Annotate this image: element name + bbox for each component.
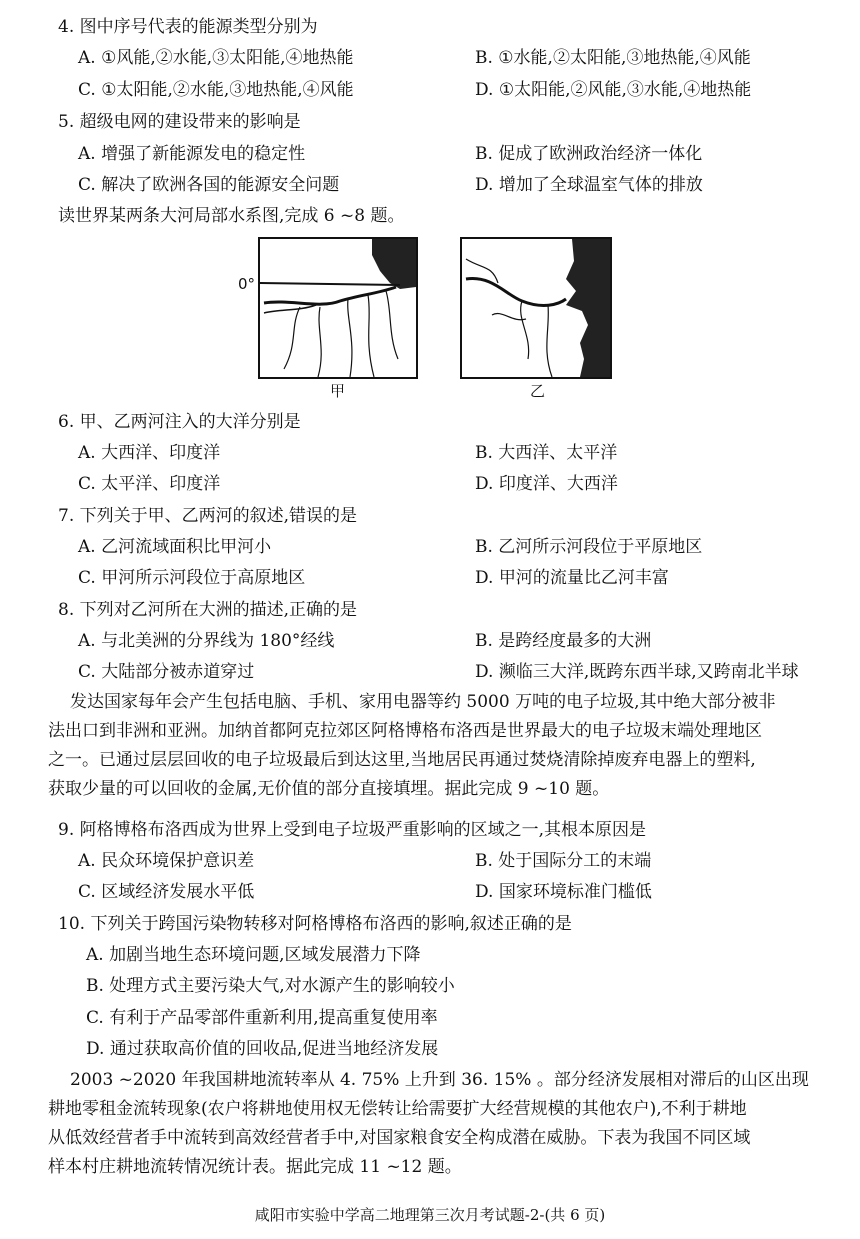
passage-9-10-line: 法出口到非洲和亚洲。加纳首都阿克拉郊区阿格博格布洛西是世界最大的电子垃圾末端处理地区 <box>48 721 762 741</box>
q5-option-d: D. 增加了全球温室气体的排放 <box>475 175 703 195</box>
passage-11-12 <box>48 1066 838 1182</box>
q4-stem: 4. 图中序号代表的能源类型分别为 <box>58 17 318 37</box>
q10-option-a: A. 加剧当地生态环境问题,区域发展潜力下降 <box>86 945 421 965</box>
q7-option-a: A. 乙河流域面积比甲河小 <box>78 537 272 557</box>
passage-9-10-line: 获取少量的可以回收的金属,无价值的部分直接填埋。据此完成 9 ~10 题。 <box>48 779 610 799</box>
q10-stem: 10. 下列关于跨国污染物转移对阿格博格布洛西的影响,叙述正确的是 <box>58 914 572 934</box>
q6-option-a: A. 大西洋、印度洋 <box>78 443 221 463</box>
latitude-label: 0° <box>238 275 256 293</box>
q9-option-b: B. 处于国际分工的末端 <box>475 851 652 871</box>
q7-option-c: C. 甲河所示河段位于高原地区 <box>78 568 306 588</box>
intro-6-8: 读世界某两条大河局部水系图,完成 6 ~8 题。 <box>58 206 405 226</box>
river-map-yi-drawing <box>462 239 610 377</box>
passage-9-10-line: 之一。已通过层层回收的电子垃圾最后到达这里,当地居民再通过焚烧清除掉废弃电器上的塑料, <box>48 750 756 770</box>
q6-option-b: B. 大西洋、太平洋 <box>475 443 618 463</box>
q9-option-a: A. 民众环境保护意识差 <box>78 851 255 871</box>
q10-option-d: D. 通过获取高价值的回收品,促进当地经济发展 <box>86 1039 439 1059</box>
q8-option-c: C. 大陆部分被赤道穿过 <box>78 662 255 682</box>
q4-option-b: B. ①水能,②太阳能,③地热能,④风能 <box>475 48 751 68</box>
q10-option-c: C. 有利于产品零部件重新利用,提高重复使用率 <box>86 1008 438 1028</box>
q4-option-d: D. ①太阳能,②风能,③水能,④地热能 <box>475 80 752 100</box>
q5-option-a: A. 增强了新能源发电的稳定性 <box>78 144 306 164</box>
river-map-yi <box>460 237 612 379</box>
q7-stem: 7. 下列关于甲、乙两河的叙述,错误的是 <box>58 506 358 526</box>
q10-option-b: B. 处理方式主要污染大气,对水源产生的影响较小 <box>86 976 455 996</box>
passage-11-12-line: 2003 ~2020 年我国耕地流转率从 4. 75% 上升到 36. 15% 。部分经济发展相对滞后的山区出现 <box>70 1070 809 1090</box>
passage-9-10 <box>48 688 838 804</box>
passage-11-12-line: 耕地零租金流转现象(农户将耕地使用权无偿转让给需要扩大经营规模的其他农户),不利于耕地 <box>48 1099 747 1119</box>
q7-option-d: D. 甲河的流量比乙河丰富 <box>475 568 669 588</box>
q5-stem: 5. 超级电网的建设带来的影响是 <box>58 112 301 132</box>
q6-option-d: D. 印度洋、大西洋 <box>475 474 618 494</box>
q6-stem: 6. 甲、乙两河注入的大洋分别是 <box>58 412 301 432</box>
river-map-jia-drawing <box>260 239 416 377</box>
passage-11-12-line: 样本村庄耕地流转情况统计表。据此完成 11 ~12 题。 <box>48 1157 462 1177</box>
q5-option-b: B. 促成了欧洲政治经济一体化 <box>475 144 703 164</box>
q6-option-c: C. 太平洋、印度洋 <box>78 474 221 494</box>
q8-option-d: D. 濒临三大洋,既跨东西半球,又跨南北半球 <box>475 662 799 682</box>
q4-option-c: C. ①太阳能,②水能,③地热能,④风能 <box>78 80 354 100</box>
passage-11-12-line: 从低效经营者手中流转到高效经营者手中,对国家粮食安全构成潜在威胁。下表为我国不同区域 <box>48 1128 751 1148</box>
map-caption-yi: 乙 <box>530 382 546 400</box>
q8-option-b: B. 是跨经度最多的大洲 <box>475 631 652 651</box>
page-footer: 咸阳市实验中学高二地理第三次月考试题-2-(共 6 页) <box>254 1206 606 1224</box>
q4-option-a: A. ①风能,②水能,③太阳能,④地热能 <box>78 48 354 68</box>
q8-stem: 8. 下列对乙河所在大洲的描述,正确的是 <box>58 600 358 620</box>
passage-9-10-line: 发达国家每年会产生包括电脑、手机、家用电器等约 5000 万吨的电子垃圾,其中绝大部分被非 <box>70 692 776 712</box>
q8-option-a: A. 与北美洲的分界线为 180°经线 <box>78 631 335 651</box>
river-map-jia <box>258 237 418 379</box>
q9-option-d: D. 国家环境标准门槛低 <box>475 882 652 902</box>
map-caption-jia: 甲 <box>330 382 346 400</box>
q9-stem: 9. 阿格博格布洛西成为世界上受到电子垃圾严重影响的区域之一,其根本原因是 <box>58 820 647 840</box>
q5-option-c: C. 解决了欧洲各国的能源安全问题 <box>78 175 340 195</box>
q7-option-b: B. 乙河所示河段位于平原地区 <box>475 537 703 557</box>
q9-option-c: C. 区域经济发展水平低 <box>78 882 255 902</box>
